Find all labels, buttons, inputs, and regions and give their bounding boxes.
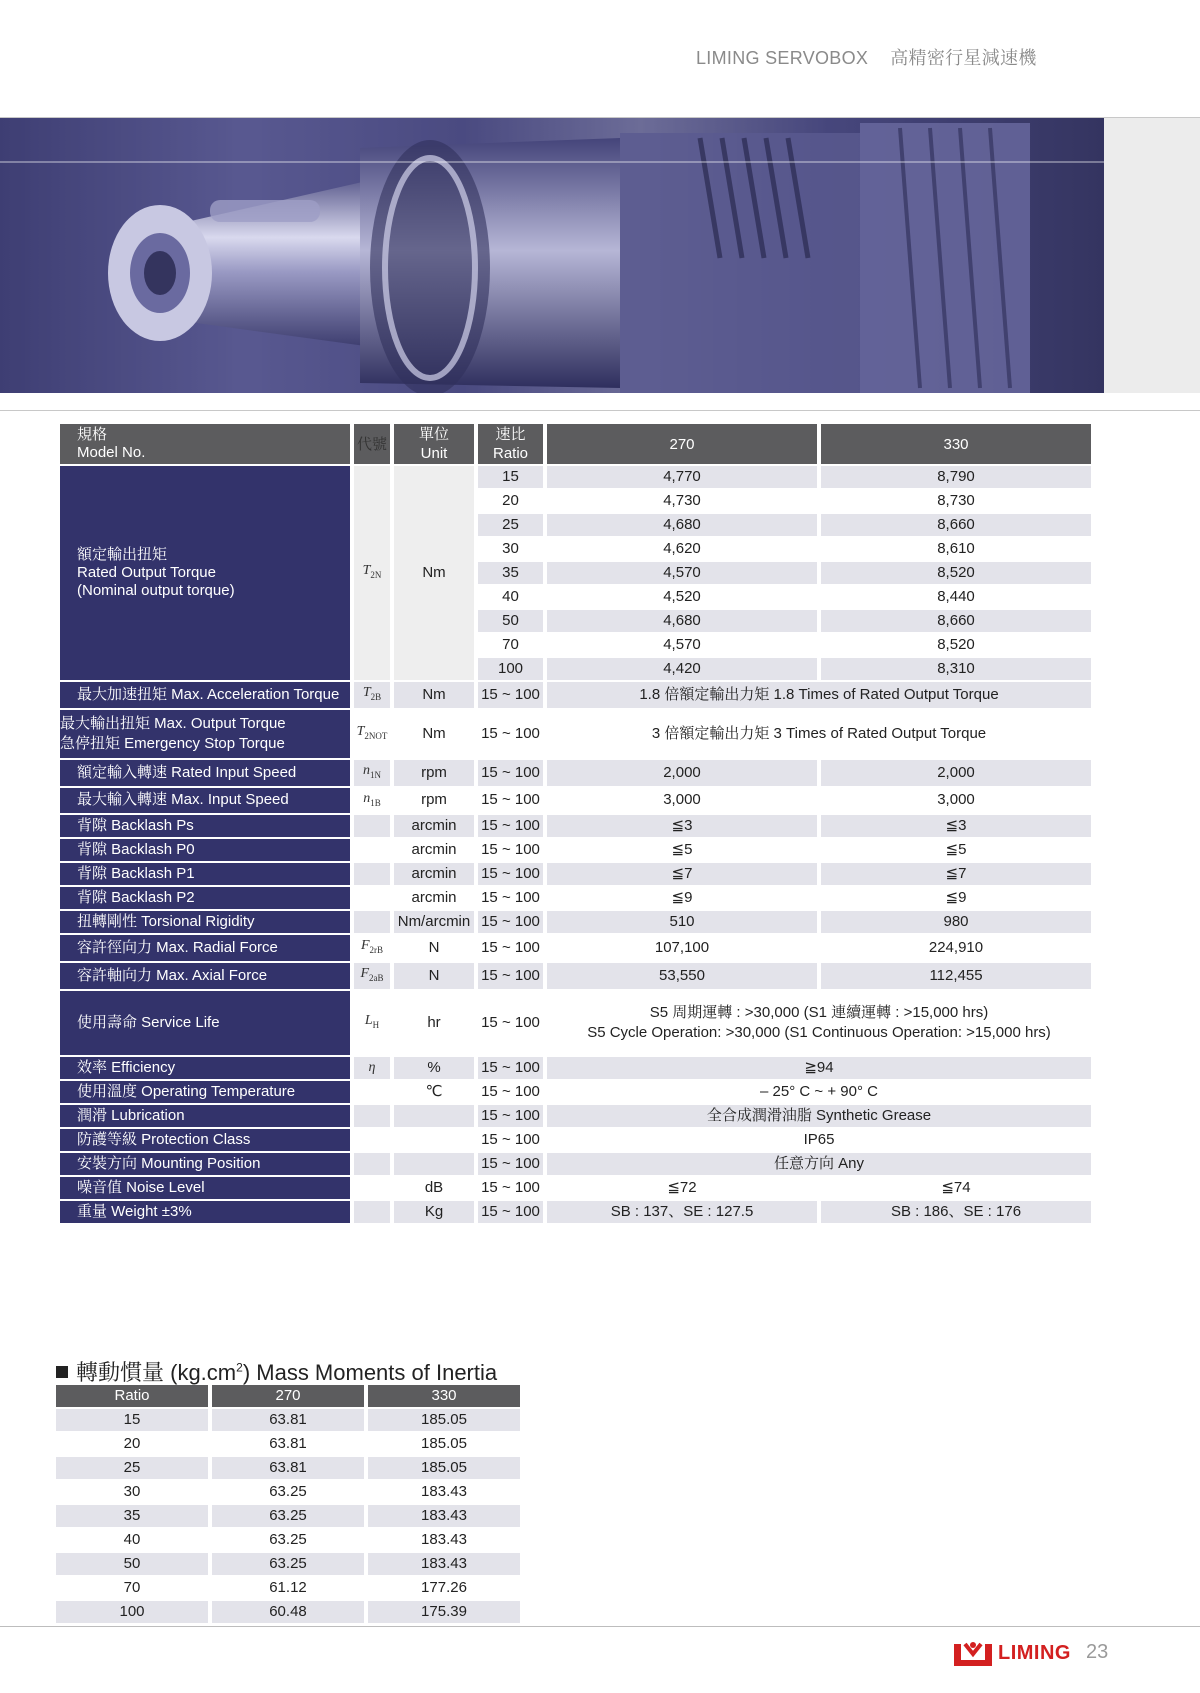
spec-row-symbol-letter: F — [360, 966, 370, 982]
inertia-value-330: 183.43 — [421, 1531, 467, 1548]
spec-row-value-270: 53,550 — [547, 963, 817, 989]
spec-table — [56, 422, 1095, 1225]
inertia-header-row — [56, 1385, 520, 1407]
spec-row-unit: arcmin — [394, 839, 474, 861]
spec-merged-row — [60, 1081, 1091, 1103]
spec-row-value-270: ≦3 — [547, 815, 817, 837]
service-life-line-1: S5 周期運轉 : >30,000 (S1 連續運轉 : >15,000 hrs) — [649, 1003, 989, 1021]
header-brand: LIMING SERVOBOX — [696, 48, 869, 68]
inertia-value-330: 183.43 — [421, 1483, 467, 1500]
banner-divider — [0, 410, 1200, 411]
spec-row — [60, 760, 1091, 786]
accel-torque-label: 最大加速扭矩 Max. Acceleration Torque — [60, 682, 350, 708]
accel-symbol-subscript: 2B — [370, 691, 382, 702]
torque-value-270: 4,420 — [547, 658, 817, 680]
spec-merged-symbol — [354, 1081, 390, 1103]
spec-row-ratio: 15 ~ 100 — [478, 935, 543, 961]
spec-row-value-270: 510 — [547, 911, 817, 933]
inertia-row — [56, 1457, 520, 1479]
spec-row-value-270: ≦72 — [547, 1177, 817, 1199]
spec-merged-symbol-letter: η — [368, 1059, 376, 1075]
spec-merged-label: 潤滑 Lubrication — [60, 1105, 350, 1127]
header-model-zh: 規格 — [77, 426, 108, 443]
spec-row — [60, 1201, 1091, 1223]
torque-value-330: 8,660 — [821, 514, 1091, 536]
spec-row-symbol — [354, 1177, 390, 1199]
torque-value-270: 4,570 — [547, 634, 817, 656]
spec-row-unit: arcmin — [394, 815, 474, 837]
torque-symbol-subscript: 2N — [370, 569, 382, 580]
spec-header-row — [60, 424, 1091, 464]
inertia-ratio: 100 — [56, 1601, 208, 1623]
inertia-value-330: 183.43 — [368, 1505, 520, 1527]
inertia-row — [56, 1433, 520, 1455]
page-header — [696, 44, 1059, 70]
inertia-value-330: 185.05 — [368, 1457, 520, 1479]
max-output-ratio: 15 ~ 100 — [478, 710, 543, 758]
header-ratio-en: Ratio — [492, 445, 529, 462]
inertia-value-330: 175.39 — [368, 1601, 520, 1623]
spec-merged-label: 安裝方向 Mounting Position — [60, 1153, 350, 1175]
spec-row-unit: arcmin — [394, 863, 474, 885]
spec-row-value-270: 2,000 — [547, 760, 817, 786]
torque-ratio: 50 — [478, 610, 543, 632]
torque-value-330: 8,790 — [821, 466, 1091, 488]
spec-row-value-330: 980 — [821, 911, 1091, 933]
accel-ratio: 15 ~ 100 — [478, 682, 543, 708]
torque-ratio: 25 — [478, 514, 543, 536]
torque-value-330: 8,440 — [821, 586, 1091, 608]
torque-value-330: 8,660 — [821, 610, 1091, 632]
spec-row-symbol-subscript: 1N — [370, 769, 381, 780]
spec-merged-row — [60, 1057, 1091, 1079]
accel-symbol — [354, 682, 390, 708]
spec-row — [60, 788, 1091, 814]
torque-value-330: 8,610 — [821, 538, 1091, 560]
spec-rows — [60, 682, 1091, 1223]
spec-merged-unit: ℃ — [394, 1081, 474, 1103]
spec-row-unit: N — [394, 963, 474, 989]
header-unit-en: Unit — [420, 445, 448, 462]
spec-row — [60, 863, 1091, 885]
max-output-label-2: 急停扭矩 Emergency Stop Torque — [60, 734, 285, 752]
bullet-square-icon — [56, 1366, 68, 1378]
spec-row-symbol — [354, 839, 390, 861]
header-unit — [394, 424, 474, 464]
inertia-value-330: 177.26 — [421, 1579, 467, 1596]
inertia-head-270: 270 — [212, 1385, 364, 1407]
accel-symbol-letter: T — [362, 685, 371, 700]
accel-unit: Nm — [394, 682, 474, 708]
spec-row-ratio: 15 ~ 100 — [478, 863, 543, 885]
torque-label — [60, 466, 350, 680]
inertia-table — [52, 1383, 524, 1625]
spec-row-value-270: ≦7 — [547, 863, 817, 885]
inertia-value-270: 63.81 — [269, 1435, 307, 1452]
inertia-value-270: 63.81 — [212, 1457, 364, 1479]
spec-row-value-330: SB : 186、SE : 176 — [821, 1201, 1091, 1223]
spec-merged-value: ≧94 — [547, 1057, 1091, 1079]
spec-merged-unit: % — [394, 1057, 474, 1079]
inertia-value-270: 63.25 — [212, 1505, 364, 1527]
inertia-ratio: 20 — [123, 1435, 141, 1452]
spec-row-label: 背隙 Backlash P0 — [60, 839, 350, 861]
inertia-ratio: 30 — [123, 1483, 141, 1500]
spec-row-ratio: 15 ~ 100 — [478, 887, 543, 909]
page-number: 23 — [1086, 1641, 1109, 1663]
footer-divider — [0, 1626, 1200, 1627]
inertia-value-270: 63.25 — [269, 1483, 307, 1500]
header-ratio — [478, 424, 543, 464]
banner-side-panel — [1104, 118, 1200, 393]
torque-value-270: 4,680 — [547, 610, 817, 632]
spec-row-symbol — [354, 863, 390, 885]
spec-row-symbol — [354, 815, 390, 837]
spec-row-symbol-letter: n — [363, 790, 371, 806]
spec-row-label: 噪音值 Noise Level — [60, 1177, 350, 1199]
spec-row-symbol-subscript: 2rB — [369, 945, 384, 956]
service-life-symbol — [354, 991, 390, 1055]
torque-value-270: 4,770 — [547, 466, 817, 488]
product-banner-image — [0, 118, 1104, 393]
inertia-ratio: 50 — [56, 1553, 208, 1575]
torque-ratio: 70 — [478, 634, 543, 656]
spec-row-value-270: 3,000 — [547, 788, 817, 814]
spec-row-ratio: 15 ~ 100 — [478, 839, 543, 861]
service-life-value — [547, 991, 1091, 1055]
header-model-no — [60, 424, 350, 464]
header-model-330: 330 — [821, 424, 1091, 464]
spec-row-symbol-subscript: 1B — [370, 797, 381, 808]
spec-merged-unit — [394, 1105, 474, 1127]
max-output-symbol-subscript: 2NOT — [364, 730, 388, 741]
spec-row-label: 容許軸向力 Max. Axial Force — [60, 963, 350, 989]
spec-row-ratio: 15 ~ 100 — [478, 963, 543, 989]
spec-merged-row — [60, 1105, 1091, 1127]
torque-label-line: Rated Output Torque — [77, 564, 216, 581]
header-code: 代號 — [354, 424, 390, 464]
spec-row-unit: rpm — [394, 760, 474, 786]
inertia-row — [56, 1481, 520, 1503]
spec-row — [60, 839, 1091, 861]
spec-merged-ratio: 15 ~ 100 — [478, 1153, 543, 1175]
inertia-value-270: 60.48 — [212, 1601, 364, 1623]
inertia-head-ratio: Ratio — [56, 1385, 208, 1407]
spec-row-ratio: 15 ~ 100 — [478, 911, 543, 933]
spec-row-value-330: 2,000 — [821, 760, 1091, 786]
inertia-title-pre: 轉動慣量 (kg.cm — [76, 1360, 237, 1385]
spec-row — [60, 887, 1091, 909]
spec-row-value-270: ≦5 — [547, 839, 817, 861]
torque-unit: Nm — [394, 466, 474, 680]
inertia-row — [56, 1601, 520, 1623]
spec-merged-unit — [394, 1129, 474, 1151]
spec-row — [60, 935, 1091, 961]
inertia-ratio: 25 — [56, 1457, 208, 1479]
torque-ratio: 30 — [478, 538, 543, 560]
torque-section — [60, 466, 1091, 680]
inertia-head-330: 330 — [368, 1385, 520, 1407]
max-output-row — [60, 710, 1091, 758]
spec-row-label: 背隙 Backlash Ps — [60, 815, 350, 837]
spec-merged-label: 效率 Efficiency — [60, 1057, 350, 1079]
header-subtitle: 高精密行星減速機 — [890, 48, 1037, 68]
inertia-row — [56, 1409, 520, 1431]
max-output-symbol — [354, 710, 390, 758]
torque-ratio: 15 — [478, 466, 543, 488]
spec-merged-value: – 25° C ~ + 90° C — [547, 1081, 1091, 1103]
spec-row-value-270: ≦9 — [547, 887, 817, 909]
inertia-value-270: 63.25 — [269, 1531, 307, 1548]
spec-row-ratio: 15 ~ 100 — [478, 815, 543, 837]
spec-row-unit: Nm/arcmin — [394, 911, 474, 933]
spec-row-value-330: ≦3 — [821, 815, 1091, 837]
service-life-label: 使用壽命 Service Life — [60, 991, 350, 1055]
torque-ratio: 35 — [478, 562, 543, 584]
spec-row-symbol — [354, 935, 390, 961]
torque-symbol — [354, 466, 390, 680]
spec-row-ratio: 15 ~ 100 — [478, 1201, 543, 1223]
spec-merged-value: 全合成潤滑油脂 Synthetic Grease — [547, 1105, 1091, 1127]
spec-row — [60, 1177, 1091, 1199]
spec-merged-ratio: 15 ~ 100 — [478, 1105, 543, 1127]
spec-row-value-330: 224,910 — [821, 935, 1091, 961]
max-output-unit: Nm — [394, 710, 474, 758]
torque-row — [60, 466, 1091, 488]
spec-row-value-330: ≦74 — [821, 1177, 1091, 1199]
inertia-row — [56, 1529, 520, 1551]
spec-row-value-330: ≦5 — [821, 839, 1091, 861]
torque-label-line: 額定輸出扭矩 — [77, 546, 168, 563]
torque-ratio: 40 — [478, 586, 543, 608]
torque-ratio: 100 — [478, 658, 543, 680]
spec-row — [60, 815, 1091, 837]
spec-row-label: 背隙 Backlash P2 — [60, 887, 350, 909]
spec-merged-symbol — [354, 1129, 390, 1151]
spec-row-symbol — [354, 887, 390, 909]
spec-row-unit: rpm — [394, 788, 474, 814]
header-ratio-zh: 速比 — [495, 426, 526, 443]
spec-row-symbol — [354, 788, 390, 814]
spec-merged-label: 防護等級 Protection Class — [60, 1129, 350, 1151]
torque-value-270: 4,520 — [547, 586, 817, 608]
torque-value-270: 4,730 — [547, 490, 817, 512]
service-life-unit: hr — [394, 991, 474, 1055]
inertia-value-270: 63.25 — [212, 1553, 364, 1575]
inertia-title-sup: 2 — [236, 1360, 243, 1375]
spec-merged-symbol — [354, 1057, 390, 1079]
inertia-ratio: 15 — [56, 1409, 208, 1431]
inertia-row — [56, 1577, 520, 1599]
spec-merged-unit — [394, 1153, 474, 1175]
header-model-en: Model No. — [77, 444, 146, 461]
spec-merged-label: 使用溫度 Operating Temperature — [60, 1081, 350, 1103]
spec-row-ratio: 15 ~ 100 — [478, 760, 543, 786]
torque-value-330: 8,730 — [821, 490, 1091, 512]
spec-row-symbol-subscript: 2aB — [369, 972, 384, 983]
torque-label-line: (Nominal output torque) — [77, 582, 235, 599]
max-output-label — [60, 710, 350, 758]
torque-value-270: 4,570 — [547, 562, 817, 584]
spec-row-label: 容許徑向力 Max. Radial Force — [60, 935, 350, 961]
footer-brand: LIMING — [998, 1642, 1071, 1664]
spec-row-value-330: ≦9 — [821, 887, 1091, 909]
spec-row-label: 額定輸入轉速 Rated Input Speed — [60, 760, 350, 786]
spec-row-symbol — [354, 911, 390, 933]
inertia-ratio: 40 — [123, 1531, 141, 1548]
inertia-rows — [56, 1409, 520, 1623]
inertia-row — [56, 1505, 520, 1527]
accel-value: 1.8 倍額定輸出力矩 1.8 Times of Rated Output Torque — [547, 682, 1091, 708]
spec-merged-ratio: 15 ~ 100 — [478, 1129, 543, 1151]
service-life-row — [60, 991, 1091, 1055]
spec-row-value-330: 3,000 — [821, 788, 1091, 814]
spec-row-unit: arcmin — [394, 887, 474, 909]
spec-row-ratio: 15 ~ 100 — [478, 1177, 543, 1199]
torque-value-330: 8,520 — [821, 634, 1091, 656]
max-output-label-1: 最大輸出扭矩 Max. Output Torque — [60, 714, 286, 732]
spec-row — [60, 963, 1091, 989]
torque-value-330: 8,310 — [821, 658, 1091, 680]
inertia-value-330: 185.05 — [421, 1435, 467, 1452]
inertia-row — [56, 1553, 520, 1575]
header-unit-zh: 單位 — [418, 426, 449, 443]
spec-row-symbol — [354, 963, 390, 989]
spec-row — [60, 911, 1091, 933]
inertia-title-post: ) Mass Moments of Inertia — [242, 1360, 498, 1385]
torque-symbol-letter: T — [362, 563, 371, 579]
inertia-value-270: 61.12 — [269, 1579, 307, 1596]
liming-logo-icon — [952, 1640, 994, 1668]
service-life-symbol-letter: L — [364, 1013, 373, 1029]
torque-ratio: 20 — [478, 490, 543, 512]
torque-value-330: 8,520 — [821, 562, 1091, 584]
inertia-ratio: 35 — [56, 1505, 208, 1527]
spec-row-label: 最大輸入轉速 Max. Input Speed — [60, 788, 350, 814]
spec-row-value-330: ≦7 — [821, 863, 1091, 885]
spec-row-label: 背隙 Backlash P1 — [60, 863, 350, 885]
service-life-line-2: S5 Cycle Operation: >30,000 (S1 Continuous Operation: >15,000 hrs) — [587, 1023, 1051, 1041]
spec-row-value-330: 112,455 — [821, 963, 1091, 989]
torque-value-270: 4,680 — [547, 514, 817, 536]
spec-row-value-270: SB : 137、SE : 127.5 — [547, 1201, 817, 1223]
inertia-value-270: 63.81 — [212, 1409, 364, 1431]
spec-row-symbol — [354, 1201, 390, 1223]
inertia-value-330: 185.05 — [368, 1409, 520, 1431]
spec-row-unit: N — [394, 935, 474, 961]
spec-row-symbol-letter: n — [363, 762, 370, 778]
service-life-symbol-subscript: H — [372, 1019, 380, 1030]
spec-merged-row — [60, 1153, 1091, 1175]
spec-merged-value: IP65 — [547, 1129, 1091, 1151]
service-life-ratio: 15 ~ 100 — [478, 991, 543, 1055]
spec-merged-symbol — [354, 1153, 390, 1175]
spec-row-unit: dB — [394, 1177, 474, 1199]
accel-torque-row — [60, 682, 1091, 708]
spec-merged-ratio: 15 ~ 100 — [478, 1081, 543, 1103]
max-output-symbol-letter: T — [356, 723, 365, 739]
spec-row-ratio: 15 ~ 100 — [478, 788, 543, 814]
header-model-270: 270 — [547, 424, 817, 464]
max-output-value: 3 倍額定輸出力矩 3 Times of Rated Output Torque — [547, 710, 1091, 758]
spec-row-symbol-letter: F — [360, 938, 370, 954]
inertia-ratio: 70 — [123, 1579, 141, 1596]
spec-row-symbol — [354, 760, 390, 786]
spec-merged-value: 任意方向 Any — [547, 1153, 1091, 1175]
spec-row-unit: Kg — [394, 1201, 474, 1223]
inertia-value-330: 183.43 — [368, 1553, 520, 1575]
torque-value-270: 4,620 — [547, 538, 817, 560]
spec-row-label: 重量 Weight ±3% — [60, 1201, 350, 1223]
spec-merged-symbol — [354, 1105, 390, 1127]
spec-merged-ratio: 15 ~ 100 — [478, 1057, 543, 1079]
spec-row-label: 扭轉剛性 Torsional Rigidity — [60, 911, 350, 933]
spec-merged-row — [60, 1129, 1091, 1151]
spec-row-value-270: 107,100 — [547, 935, 817, 961]
